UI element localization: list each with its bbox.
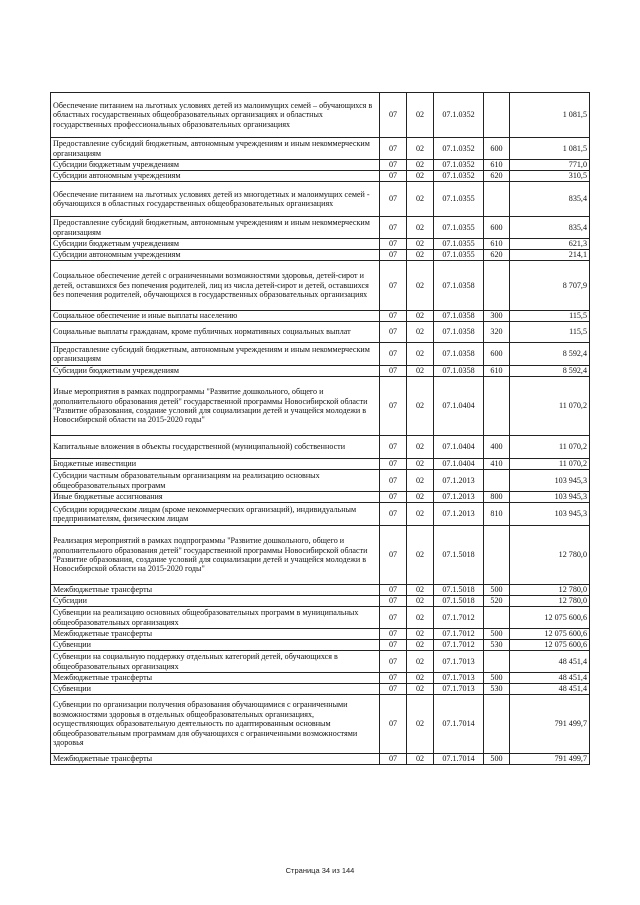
row-name: Иные мероприятия в рамках подпрограммы "Развитие дошкольного, общего и дополнительного образования детей" государственной программы Новосибирской области "Развитие образования, создание условий для социализации детей и учащейся молодежи в Новосибирской области на 2015-2020 годы": [51, 377, 380, 436]
row-amount: 12 075 600,6: [510, 640, 590, 651]
row-target-article: 07.1.0355: [434, 250, 484, 261]
row-name: Субсидии юридическим лицам (кроме некоммерческих организаций), индивидуальным предпринимателям, физическим лицам: [51, 503, 380, 526]
table-row: [51, 182, 590, 217]
row-subsection: 02: [407, 93, 434, 138]
row-amount: 791 499,7: [510, 695, 590, 754]
row-expense-type: [484, 470, 510, 492]
row-section: 07: [380, 651, 407, 673]
row-section: 07: [380, 171, 407, 182]
row-expense-type: 400: [484, 436, 510, 459]
table-row: [51, 160, 590, 171]
row-name: Субвенции на социальную поддержку отдельных категорий детей, обучающихся в общеобразовательных организациях: [51, 651, 380, 673]
table-row: [51, 217, 590, 239]
row-subsection: 02: [407, 217, 434, 239]
row-name: Бюджетные инвестиции: [51, 459, 380, 470]
row-name: Субсидии автономным учреждениям: [51, 171, 380, 182]
row-subsection: 02: [407, 695, 434, 754]
row-section: 07: [380, 607, 407, 629]
row-subsection: 02: [407, 459, 434, 470]
row-amount: 48 451,4: [510, 684, 590, 695]
row-section: 07: [380, 160, 407, 171]
table-row: [51, 138, 590, 160]
row-name: Социальное обеспечение детей с ограниченными возможностями здоровья, детей-сирот и детей, оставшихся без попечения родителей, лиц из числа детей-сирот и детей, оставшихся без попечения родителей, обучающихся в государственных образовательных организациях: [51, 261, 380, 311]
row-section: 07: [380, 239, 407, 250]
row-name: Межбюджетные трансферты: [51, 585, 380, 596]
row-section: 07: [380, 436, 407, 459]
row-amount: 835,4: [510, 182, 590, 217]
row-amount: 12 780,0: [510, 526, 590, 585]
row-subsection: 02: [407, 377, 434, 436]
row-section: 07: [380, 596, 407, 607]
row-name: Субвенции на реализацию основных общеобразовательных программ в муниципальных общеобразовательных организациях: [51, 607, 380, 629]
row-subsection: 02: [407, 160, 434, 171]
row-expense-type: 500: [484, 673, 510, 684]
row-amount: 12 780,0: [510, 596, 590, 607]
table-row: [51, 673, 590, 684]
row-target-article: 07.1.0358: [434, 261, 484, 311]
row-target-article: 07.1.7014: [434, 754, 484, 765]
row-expense-type: 610: [484, 160, 510, 171]
row-target-article: 07.1.0358: [434, 366, 484, 377]
row-amount: 8 592,4: [510, 343, 590, 366]
row-amount: 621,3: [510, 239, 590, 250]
table-row: [51, 651, 590, 673]
row-target-article: 07.1.0355: [434, 182, 484, 217]
row-expense-type: 600: [484, 138, 510, 160]
row-subsection: 02: [407, 640, 434, 651]
table-row: [51, 695, 590, 754]
row-target-article: 07.1.0355: [434, 239, 484, 250]
row-name: Субвенции по организации получения образования обучающимися с ограниченными возможностями здоровья в отдельных общеобразовательных организациях, осуществляющих образовательную деятельность по адаптированным основным общеобразовательным программам для обучающихся с ограниченными возможностями здоровья: [51, 695, 380, 754]
row-amount: 835,4: [510, 217, 590, 239]
row-amount: 12 075 600,6: [510, 607, 590, 629]
budget-table: [50, 92, 590, 765]
row-target-article: 07.1.7013: [434, 684, 484, 695]
row-expense-type: 500: [484, 585, 510, 596]
row-name: Межбюджетные трансферты: [51, 629, 380, 640]
row-section: 07: [380, 684, 407, 695]
table-row: [51, 629, 590, 640]
row-amount: 115,5: [510, 311, 590, 322]
row-name: Капитальные вложения в объекты государственной (муниципальной) собственности: [51, 436, 380, 459]
row-target-article: 07.1.0352: [434, 171, 484, 182]
row-target-article: 07.1.0404: [434, 459, 484, 470]
row-target-article: 07.1.2013: [434, 492, 484, 503]
row-amount: 12 075 600,6: [510, 629, 590, 640]
row-target-article: 07.1.7014: [434, 695, 484, 754]
row-expense-type: [484, 377, 510, 436]
row-subsection: 02: [407, 684, 434, 695]
row-name: Межбюджетные трансферты: [51, 754, 380, 765]
table-row: [51, 261, 590, 311]
row-section: 07: [380, 503, 407, 526]
row-target-article: 07.1.0358: [434, 322, 484, 343]
row-name: Субсидии частным образовательным организациям на реализацию основных общеобразовательных программ: [51, 470, 380, 492]
row-expense-type: [484, 182, 510, 217]
row-subsection: 02: [407, 366, 434, 377]
row-amount: 48 451,4: [510, 673, 590, 684]
row-target-article: 07.1.0358: [434, 311, 484, 322]
row-subsection: 02: [407, 261, 434, 311]
table-row: [51, 171, 590, 182]
table-row: [51, 366, 590, 377]
row-subsection: 02: [407, 171, 434, 182]
row-expense-type: 600: [484, 217, 510, 239]
row-amount: 310,5: [510, 171, 590, 182]
row-amount: 1 081,5: [510, 138, 590, 160]
row-subsection: 02: [407, 754, 434, 765]
row-name: Предоставление субсидий бюджетным, автономным учреждениям и иным некоммерческим организациям: [51, 138, 380, 160]
row-subsection: 02: [407, 651, 434, 673]
row-amount: 115,5: [510, 322, 590, 343]
row-name: Социальные выплаты гражданам, кроме публичных нормативных социальных выплат: [51, 322, 380, 343]
table-row: [51, 343, 590, 366]
row-amount: 48 451,4: [510, 651, 590, 673]
table-row: [51, 470, 590, 492]
row-amount: 103 945,3: [510, 503, 590, 526]
row-target-article: 07.1.7012: [434, 629, 484, 640]
row-amount: 103 945,3: [510, 470, 590, 492]
row-section: 07: [380, 261, 407, 311]
table-row: [51, 239, 590, 250]
row-name: Субсидии бюджетным учреждениям: [51, 160, 380, 171]
row-subsection: 02: [407, 596, 434, 607]
row-name: Субвенции: [51, 684, 380, 695]
row-target-article: 07.1.5018: [434, 526, 484, 585]
row-expense-type: [484, 695, 510, 754]
row-section: 07: [380, 322, 407, 343]
row-target-article: 07.1.2013: [434, 470, 484, 492]
row-subsection: 02: [407, 673, 434, 684]
row-target-article: 07.1.5018: [434, 585, 484, 596]
row-section: 07: [380, 366, 407, 377]
row-target-article: 07.1.0404: [434, 377, 484, 436]
row-expense-type: 610: [484, 366, 510, 377]
row-section: 07: [380, 629, 407, 640]
row-section: 07: [380, 673, 407, 684]
row-subsection: 02: [407, 436, 434, 459]
row-section: 07: [380, 250, 407, 261]
row-target-article: 07.1.0404: [434, 436, 484, 459]
row-name: Субсидии бюджетным учреждениям: [51, 366, 380, 377]
table-row: [51, 459, 590, 470]
row-section: 07: [380, 470, 407, 492]
row-amount: 11 070,2: [510, 436, 590, 459]
row-section: 07: [380, 343, 407, 366]
row-name: Иные бюджетные ассигнования: [51, 492, 380, 503]
row-expense-type: 600: [484, 343, 510, 366]
row-expense-type: 320: [484, 322, 510, 343]
row-section: 07: [380, 640, 407, 651]
row-expense-type: 620: [484, 250, 510, 261]
table-row: [51, 684, 590, 695]
row-expense-type: 500: [484, 754, 510, 765]
row-target-article: 07.1.7012: [434, 640, 484, 651]
row-target-article: 07.1.7013: [434, 673, 484, 684]
row-name: Обеспечение питанием на льготных условиях детей из малоимущих семей – обучающихся в областных государственных общеобразовательных организациях и областных государственных профессиональных образовательных организациях: [51, 93, 380, 138]
row-expense-type: 410: [484, 459, 510, 470]
table-row: [51, 311, 590, 322]
row-subsection: 02: [407, 585, 434, 596]
row-amount: 11 070,2: [510, 459, 590, 470]
table-row: [51, 526, 590, 585]
table-row: [51, 596, 590, 607]
row-name: Социальное обеспечение и иные выплаты населению: [51, 311, 380, 322]
row-name: Субсидии бюджетным учреждениям: [51, 239, 380, 250]
table-row: [51, 607, 590, 629]
row-section: 07: [380, 182, 407, 217]
row-target-article: 07.1.0358: [434, 343, 484, 366]
row-subsection: 02: [407, 311, 434, 322]
row-expense-type: [484, 651, 510, 673]
budget-table-container: [50, 92, 589, 765]
table-row: [51, 585, 590, 596]
row-name: Субсидии автономным учреждениям: [51, 250, 380, 261]
row-target-article: 07.1.7012: [434, 607, 484, 629]
row-expense-type: [484, 93, 510, 138]
row-section: 07: [380, 377, 407, 436]
row-section: 07: [380, 311, 407, 322]
row-amount: 1 081,5: [510, 93, 590, 138]
row-target-article: 07.1.0355: [434, 217, 484, 239]
row-target-article: 07.1.0352: [434, 138, 484, 160]
row-subsection: 02: [407, 322, 434, 343]
row-name: Субвенции: [51, 640, 380, 651]
row-name: Реализация мероприятий в рамках подпрограммы "Развитие дошкольного, общего и дополнительного образования детей" государственной программы Новосибирской области "Развитие образования, создание условий для социализации детей и учащейся молодежи в Новосибирской области на 2015-2020 годы": [51, 526, 380, 585]
table-row: [51, 503, 590, 526]
row-name: Межбюджетные трансферты: [51, 673, 380, 684]
row-expense-type: 530: [484, 684, 510, 695]
row-expense-type: [484, 607, 510, 629]
table-row: [51, 640, 590, 651]
row-subsection: 02: [407, 343, 434, 366]
row-target-article: 07.1.7013: [434, 651, 484, 673]
row-section: 07: [380, 217, 407, 239]
table-row: [51, 250, 590, 261]
row-expense-type: 810: [484, 503, 510, 526]
table-row: [51, 436, 590, 459]
row-target-article: 07.1.5018: [434, 596, 484, 607]
row-amount: 771,0: [510, 160, 590, 171]
row-expense-type: [484, 526, 510, 585]
row-name: Обеспечение питанием на льготных условиях детей из многодетных и малоимущих семей - обучающихся в областных государственных общеобразовательных организациях: [51, 182, 380, 217]
row-subsection: 02: [407, 138, 434, 160]
row-subsection: 02: [407, 629, 434, 640]
row-subsection: 02: [407, 492, 434, 503]
row-section: 07: [380, 585, 407, 596]
row-amount: 103 945,3: [510, 492, 590, 503]
row-amount: 11 070,2: [510, 377, 590, 436]
row-expense-type: [484, 261, 510, 311]
row-amount: 8 707,9: [510, 261, 590, 311]
row-section: 07: [380, 138, 407, 160]
row-subsection: 02: [407, 250, 434, 261]
row-section: 07: [380, 754, 407, 765]
row-expense-type: 520: [484, 596, 510, 607]
row-target-article: 07.1.0352: [434, 93, 484, 138]
row-expense-type: 620: [484, 171, 510, 182]
row-amount: 214,1: [510, 250, 590, 261]
table-row: [51, 492, 590, 503]
row-subsection: 02: [407, 526, 434, 585]
row-amount: 8 592,4: [510, 366, 590, 377]
row-expense-type: 300: [484, 311, 510, 322]
row-subsection: 02: [407, 239, 434, 250]
row-expense-type: 500: [484, 629, 510, 640]
row-name: Предоставление субсидий бюджетным, автономным учреждениям и иным некоммерческим организациям: [51, 217, 380, 239]
row-subsection: 02: [407, 503, 434, 526]
row-section: 07: [380, 526, 407, 585]
row-name: Предоставление субсидий бюджетным, автономным учреждениям и иным некоммерческим организациям: [51, 343, 380, 366]
table-row: [51, 93, 590, 138]
row-section: 07: [380, 93, 407, 138]
row-expense-type: 530: [484, 640, 510, 651]
table-row: [51, 754, 590, 765]
row-target-article: 07.1.0352: [434, 160, 484, 171]
page-number: Страница 34 из 144: [285, 866, 355, 875]
row-section: 07: [380, 492, 407, 503]
table-row: [51, 377, 590, 436]
row-subsection: 02: [407, 470, 434, 492]
row-amount: 12 780,0: [510, 585, 590, 596]
table-row: [51, 322, 590, 343]
row-section: 07: [380, 695, 407, 754]
row-section: 07: [380, 459, 407, 470]
row-subsection: 02: [407, 182, 434, 217]
row-name: Субсидии: [51, 596, 380, 607]
row-amount: 791 499,7: [510, 754, 590, 765]
row-target-article: 07.1.2013: [434, 503, 484, 526]
row-expense-type: 800: [484, 492, 510, 503]
row-expense-type: 610: [484, 239, 510, 250]
row-subsection: 02: [407, 607, 434, 629]
